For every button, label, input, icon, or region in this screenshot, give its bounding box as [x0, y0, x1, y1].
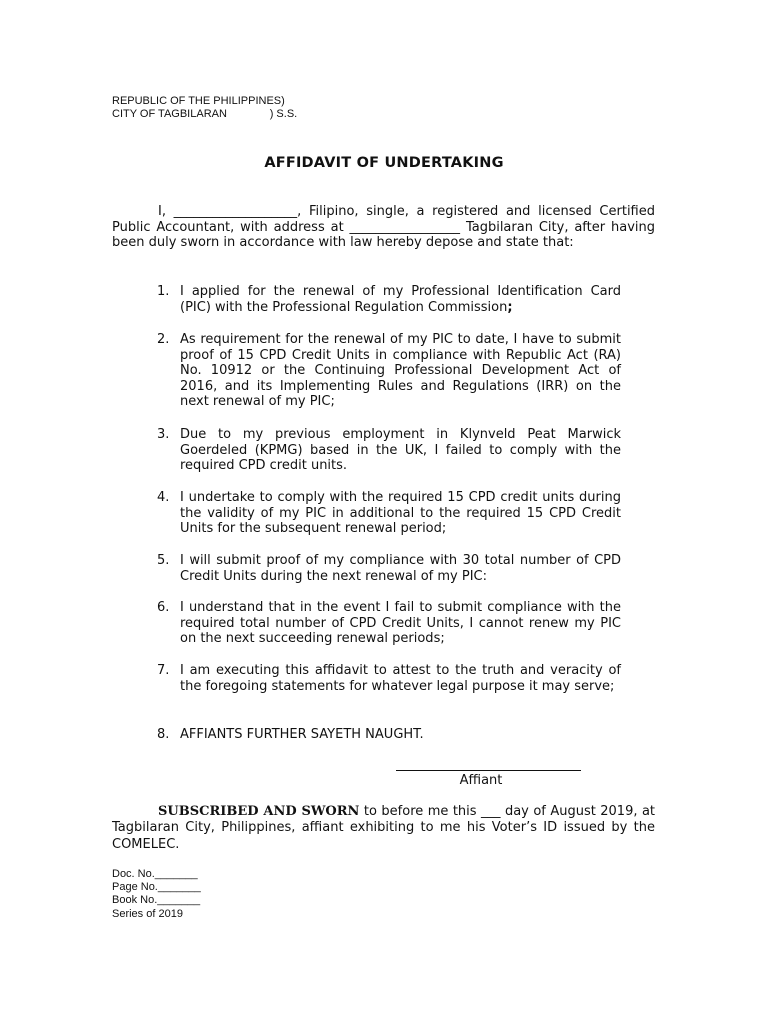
statement-text: I understand that in the event I fail to submit compliance with the required total number of CPD Credit Units, I cannot renew my PIC on the next succeeding renewal periods;	[180, 600, 621, 647]
statement-item-2	[157, 332, 621, 410]
series-year: Series of 2019	[112, 907, 183, 920]
statement-end-mark: ;	[507, 299, 513, 315]
statement-text: I will submit proof of my compliance with 30 total number of CPD Credit Units during the next renewal of my PIC:	[180, 553, 621, 584]
statement-number: 6.	[157, 600, 170, 615]
statement-item-5	[157, 553, 621, 584]
venue-republic: REPUBLIC OF THE PHILIPPINES)	[112, 95, 285, 107]
statement-item-4	[157, 490, 621, 537]
statement-number: 7.	[157, 663, 170, 678]
statement-item-8	[157, 727, 621, 743]
statement-text: Due to my previous employment in Klynveld Peat Marwick Goerdeled (KPMG) based in the UK, I failed to comply with the required CPD credit units.	[180, 427, 621, 474]
statement-number: 4.	[157, 490, 170, 505]
statement-number: 8.	[157, 727, 170, 742]
page-number: Page No._______	[112, 881, 201, 894]
statement-text: I undertake to comply with the required 15 CPD credit units during the validity of my PIC in additional to the required 15 CPD Credit Units for the subsequent renewal period;	[180, 490, 621, 537]
statement-number: 3.	[157, 427, 170, 442]
jurat-text: to before me this ___ day of August 2019, at Tagbilaran City, Philippines, affiant exhibiting to me his Voter’s ID issued by the COMELEC.	[112, 804, 656, 852]
jurat-lead: SUBSCRIBED AND SWORN	[158, 804, 360, 819]
intro-paragraph: I, ___________________, Filipino, single, a registered and licensed Certified Public Accountant, with address at _________________ Tagbilaran City, after having been duly sworn in accordance with law hereby depose and state that:	[112, 204, 655, 251]
statement-item-3	[157, 427, 621, 474]
statement-number: 1.	[157, 284, 170, 299]
statement-item-1	[157, 284, 621, 315]
affiant-label: Affiant	[459, 773, 503, 788]
jurat-paragraph	[112, 804, 655, 853]
notarial-register	[112, 868, 201, 921]
document-title: AFFIDAVIT OF UNDERTAKING	[264, 155, 504, 171]
book-number: Book No._______	[112, 894, 201, 907]
statement-text: As requirement for the renewal of my PIC to date, I have to submit proof of 15 CPD Credit Units in compliance with Republic Act (RA) No. 10912 or the Continuing Professional Development Act of 2016, and its Implementing Rules and Regulations (IRR) on the next renewal of my PIC;	[180, 332, 621, 410]
statement-text: I applied for the renewal of my Professional Identification Card (PIC) with the Professional Regulation Commission;	[180, 284, 621, 315]
doc-number: Doc. No._______	[112, 868, 198, 880]
venue-city: CITY OF TAGBILARAN ) S.S.	[112, 108, 298, 120]
statement-item-7	[157, 663, 621, 694]
statement-text: I am executing this affidavit to attest to the truth and veracity of the foregoing statements for whatever legal purpose it may serve;	[180, 663, 621, 694]
statement-text: AFFIANTS FURTHER SAYETH NAUGHT.	[180, 727, 424, 742]
statement-number: 2.	[157, 332, 170, 347]
statement-number: 5.	[157, 553, 170, 568]
signature-line	[376, 770, 581, 771]
statement-item-6	[157, 600, 621, 647]
